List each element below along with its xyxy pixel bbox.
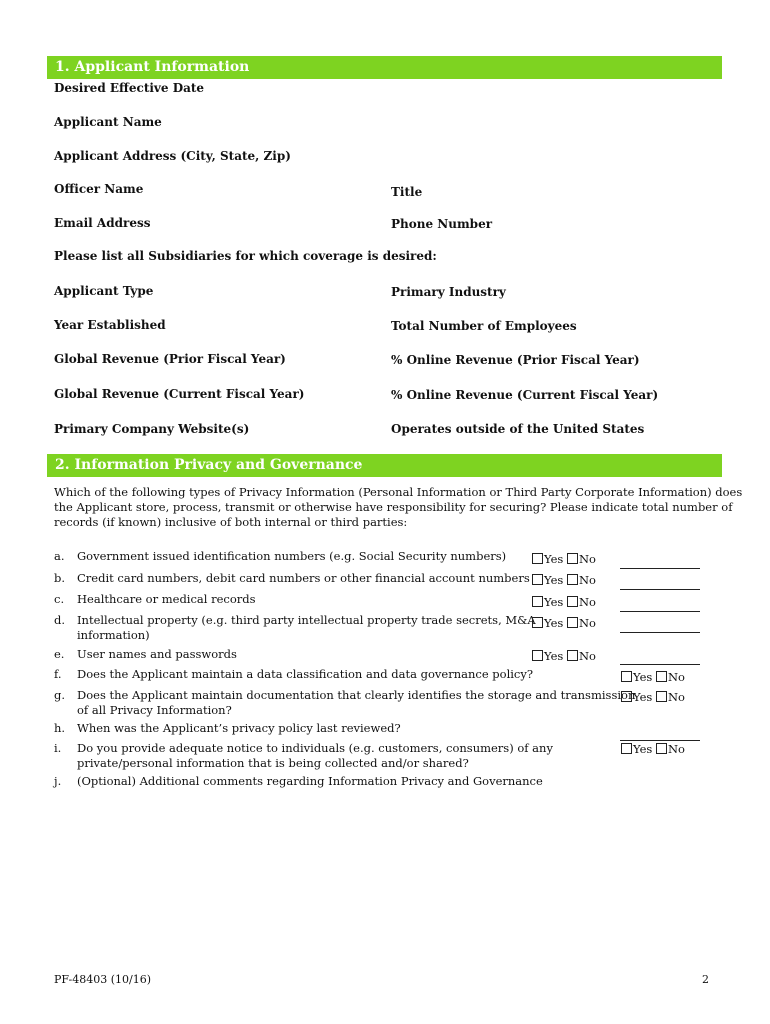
item-letter: c. <box>54 592 65 606</box>
item-text: private/personal information that is being collected and/or shared? <box>77 756 469 770</box>
item-letter: i. <box>54 741 62 755</box>
yes-option-label: Yes <box>544 573 564 587</box>
yes-checkbox[interactable] <box>532 574 543 585</box>
no-option-label: No <box>578 573 596 587</box>
intro-line-3: records (if known) inclusive of both internal or third parties: <box>54 515 408 529</box>
primary-industry-label: Primary Industry <box>391 285 506 299</box>
no-checkbox[interactable] <box>567 650 578 661</box>
form-number: PF-48403 (10/16) <box>54 973 152 986</box>
record-count-line[interactable] <box>620 632 700 633</box>
no-option-label: No <box>578 649 596 663</box>
yes-option-label: Yes <box>633 670 653 684</box>
yes-no-group <box>532 573 596 587</box>
no-option-label: No <box>667 670 685 684</box>
record-count-line[interactable] <box>620 589 700 590</box>
yes-option-label: Yes <box>544 595 564 609</box>
applicant-name-label: Applicant Name <box>54 115 162 129</box>
title-label: Title <box>391 185 423 199</box>
year-established-label: Year Established <box>54 318 166 332</box>
no-option-label: No <box>578 595 596 609</box>
item-letter: f. <box>54 667 62 681</box>
yes-no-group <box>532 649 596 663</box>
online-revenue-prior-label: % Online Revenue (Prior Fiscal Year) <box>391 353 640 367</box>
item-text: When was the Applicant’s privacy policy last reviewed? <box>77 721 401 735</box>
desired-effective-date-label: Desired Effective Date <box>54 81 205 95</box>
intro-line-2: the Applicant store, process, transmit or otherwise have responsibility for securing? Please indicate total number of <box>54 500 733 514</box>
applicant-type-label: Applicant Type <box>54 284 154 298</box>
item-text: Credit card numbers, debit card numbers or other financial account numbers <box>77 571 530 585</box>
operates-outside-us-label: Operates outside of the United States <box>391 422 645 436</box>
item-letter: b. <box>54 571 66 585</box>
applicant-address-label: Applicant Address (City, State, Zip) <box>54 149 291 163</box>
email-address-label: Email Address <box>54 216 151 230</box>
yes-option-label: Yes <box>633 742 653 756</box>
yes-checkbox[interactable] <box>532 617 543 628</box>
yes-option-label: Yes <box>544 552 564 566</box>
yes-option-label: Yes <box>633 690 653 704</box>
subsidiaries-label: Please list all Subsidiaries for which coverage is desired: <box>54 249 437 263</box>
yes-no-group <box>621 670 685 684</box>
no-option-label: No <box>667 742 685 756</box>
officer-name-label: Officer Name <box>54 182 144 196</box>
yes-checkbox[interactable] <box>532 596 543 607</box>
yes-no-group <box>532 616 596 630</box>
yes-no-group <box>621 690 685 704</box>
item-text: User names and passwords <box>77 647 237 661</box>
yes-checkbox[interactable] <box>621 691 632 702</box>
item-text: Healthcare or medical records <box>77 592 256 606</box>
online-revenue-current-label: % Online Revenue (Current Fiscal Year) <box>391 388 659 402</box>
yes-checkbox[interactable] <box>621 743 632 754</box>
yes-checkbox[interactable] <box>621 671 632 682</box>
no-option-label: No <box>667 690 685 704</box>
yes-no-group <box>532 595 596 609</box>
item-letter: h. <box>54 721 66 735</box>
item-text: Do you provide adequate notice to individuals (e.g. customers, consumers) of any <box>77 741 553 755</box>
item-text: (Optional) Additional comments regarding Information Privacy and Governance <box>77 774 543 788</box>
record-count-line[interactable] <box>620 664 700 665</box>
no-checkbox[interactable] <box>656 671 667 682</box>
item-text: Intellectual property (e.g. third party intellectual property trade secrets, M&A <box>77 613 536 627</box>
item-text: of all Privacy Information? <box>77 703 232 717</box>
phone-number-label: Phone Number <box>391 217 493 231</box>
section-2-header <box>47 454 722 477</box>
item-letter: e. <box>54 647 65 661</box>
page-number: 2 <box>702 973 709 986</box>
global-revenue-prior-label: Global Revenue (Prior Fiscal Year) <box>54 352 286 366</box>
yes-no-group <box>532 552 596 566</box>
no-checkbox[interactable] <box>567 617 578 628</box>
item-text: Government issued identification numbers (e.g. Social Security numbers) <box>77 549 507 563</box>
yes-checkbox[interactable] <box>532 650 543 661</box>
no-checkbox[interactable] <box>567 596 578 607</box>
item-text: Does the Applicant maintain a data classification and data governance policy? <box>77 667 534 681</box>
global-revenue-current-label: Global Revenue (Current Fiscal Year) <box>54 387 305 401</box>
section-1-header <box>47 56 722 79</box>
section-2-title: 2. Information Privacy and Governance <box>55 457 363 473</box>
no-option-label: No <box>578 616 596 630</box>
total-employees-label: Total Number of Employees <box>391 319 577 333</box>
section-1-title: 1. Applicant Information <box>55 59 250 75</box>
item-letter: a. <box>54 549 65 563</box>
no-checkbox[interactable] <box>567 553 578 564</box>
no-checkbox[interactable] <box>567 574 578 585</box>
review-date-line[interactable] <box>620 740 700 741</box>
yes-option-label: Yes <box>544 616 564 630</box>
no-checkbox[interactable] <box>656 743 667 754</box>
yes-option-label: Yes <box>544 649 564 663</box>
item-letter: g. <box>54 688 66 702</box>
item-letter: d. <box>54 613 66 627</box>
record-count-line[interactable] <box>620 568 700 569</box>
record-count-line[interactable] <box>620 611 700 612</box>
item-text: Does the Applicant maintain documentation that clearly identifies the storage and transmission <box>77 688 636 702</box>
no-option-label: No <box>578 552 596 566</box>
no-checkbox[interactable] <box>656 691 667 702</box>
intro-line-1: Which of the following types of Privacy Information (Personal Information or Third Party Corporate Information) does <box>54 485 743 499</box>
company-website-label: Primary Company Website(s) <box>54 422 250 436</box>
item-letter: j. <box>54 774 62 788</box>
yes-no-group <box>621 742 685 756</box>
yes-checkbox[interactable] <box>532 553 543 564</box>
item-text: information) <box>77 628 150 642</box>
